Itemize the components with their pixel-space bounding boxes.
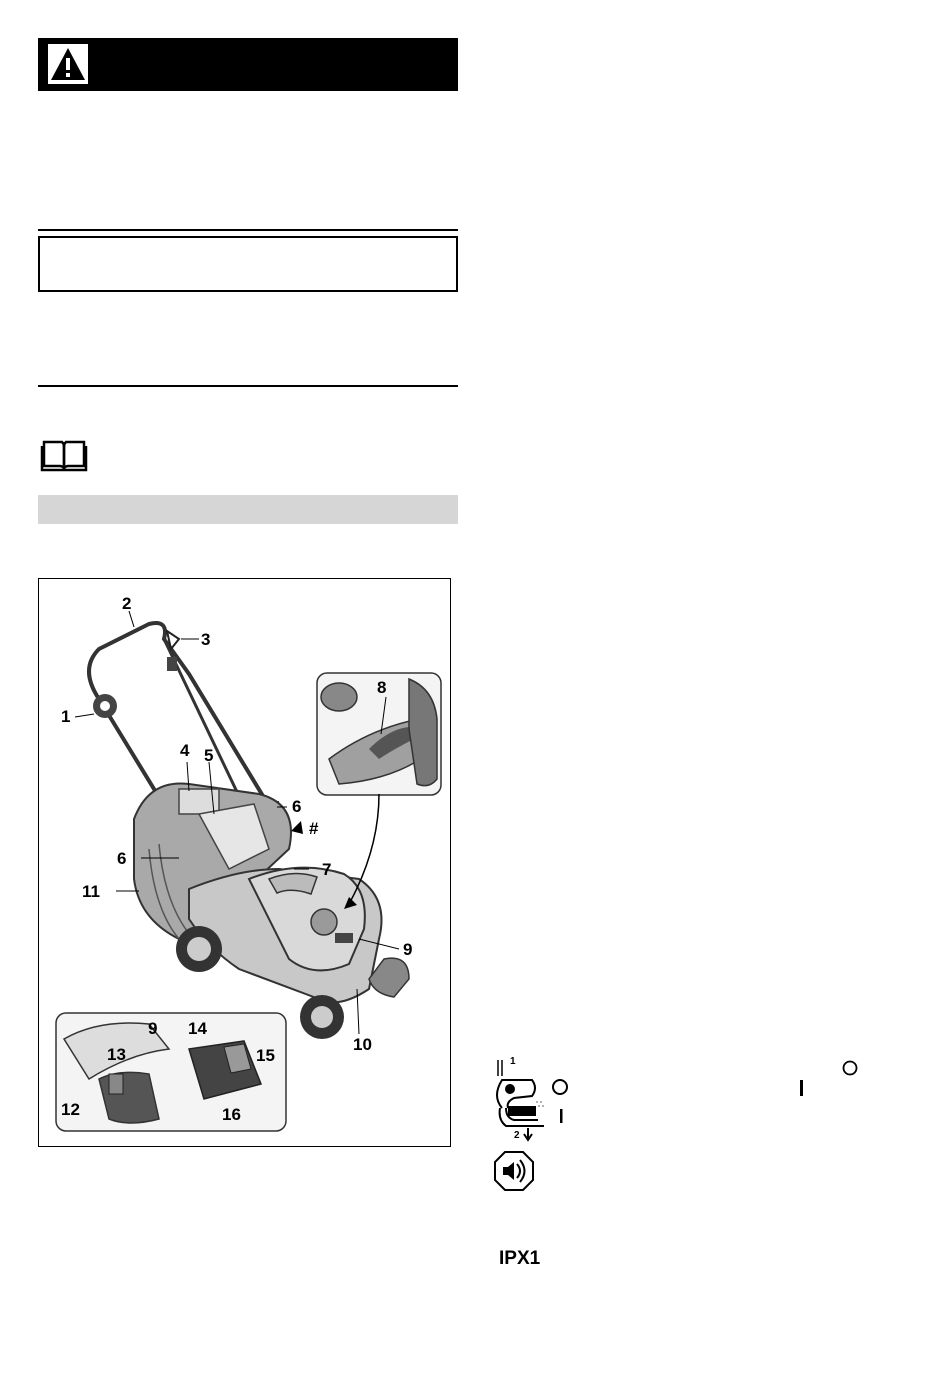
warning-header	[38, 38, 458, 91]
section-rule-bottom	[38, 385, 458, 387]
switch-step-1: 1	[510, 1056, 516, 1067]
on-bar-mark	[800, 1080, 803, 1096]
callout-hash: #	[309, 819, 319, 838]
callout-8: 8	[377, 678, 387, 697]
callout-7: 7	[322, 860, 332, 879]
protection-rating: IPX1	[499, 1248, 541, 1269]
off-circle-mark	[842, 1060, 858, 1076]
callout-9: 9	[403, 940, 413, 959]
sound-power-icon	[493, 1150, 535, 1192]
lawnmower-illustration	[39, 579, 450, 1146]
callout-13: 13	[107, 1045, 126, 1064]
note-box	[38, 236, 458, 292]
callout-12: 12	[61, 1100, 80, 1119]
lawnmower-figure	[38, 578, 451, 1147]
callout-9-inset: 9	[148, 1019, 158, 1038]
callout-6-left: 6	[117, 849, 127, 868]
section-heading-bar	[38, 495, 458, 524]
callout-4: 4	[180, 741, 190, 760]
callout-16: 16	[222, 1105, 241, 1124]
warning-triangle-icon	[48, 44, 88, 84]
callout-5: 5	[204, 746, 214, 765]
switch-symbol	[492, 1056, 582, 1146]
callout-15: 15	[256, 1046, 275, 1065]
callout-6-right: 6	[292, 797, 302, 816]
callout-11: 11	[82, 882, 100, 901]
book-icon	[40, 438, 88, 472]
section-rule-top	[38, 229, 458, 231]
callout-3: 3	[201, 630, 211, 649]
callout-14: 14	[188, 1019, 207, 1038]
switch-lever-icon	[492, 1056, 582, 1146]
callout-10: 10	[353, 1035, 372, 1054]
switch-step-2: 2	[514, 1130, 520, 1141]
callout-1: 1	[61, 707, 71, 726]
callout-2: 2	[122, 594, 132, 613]
